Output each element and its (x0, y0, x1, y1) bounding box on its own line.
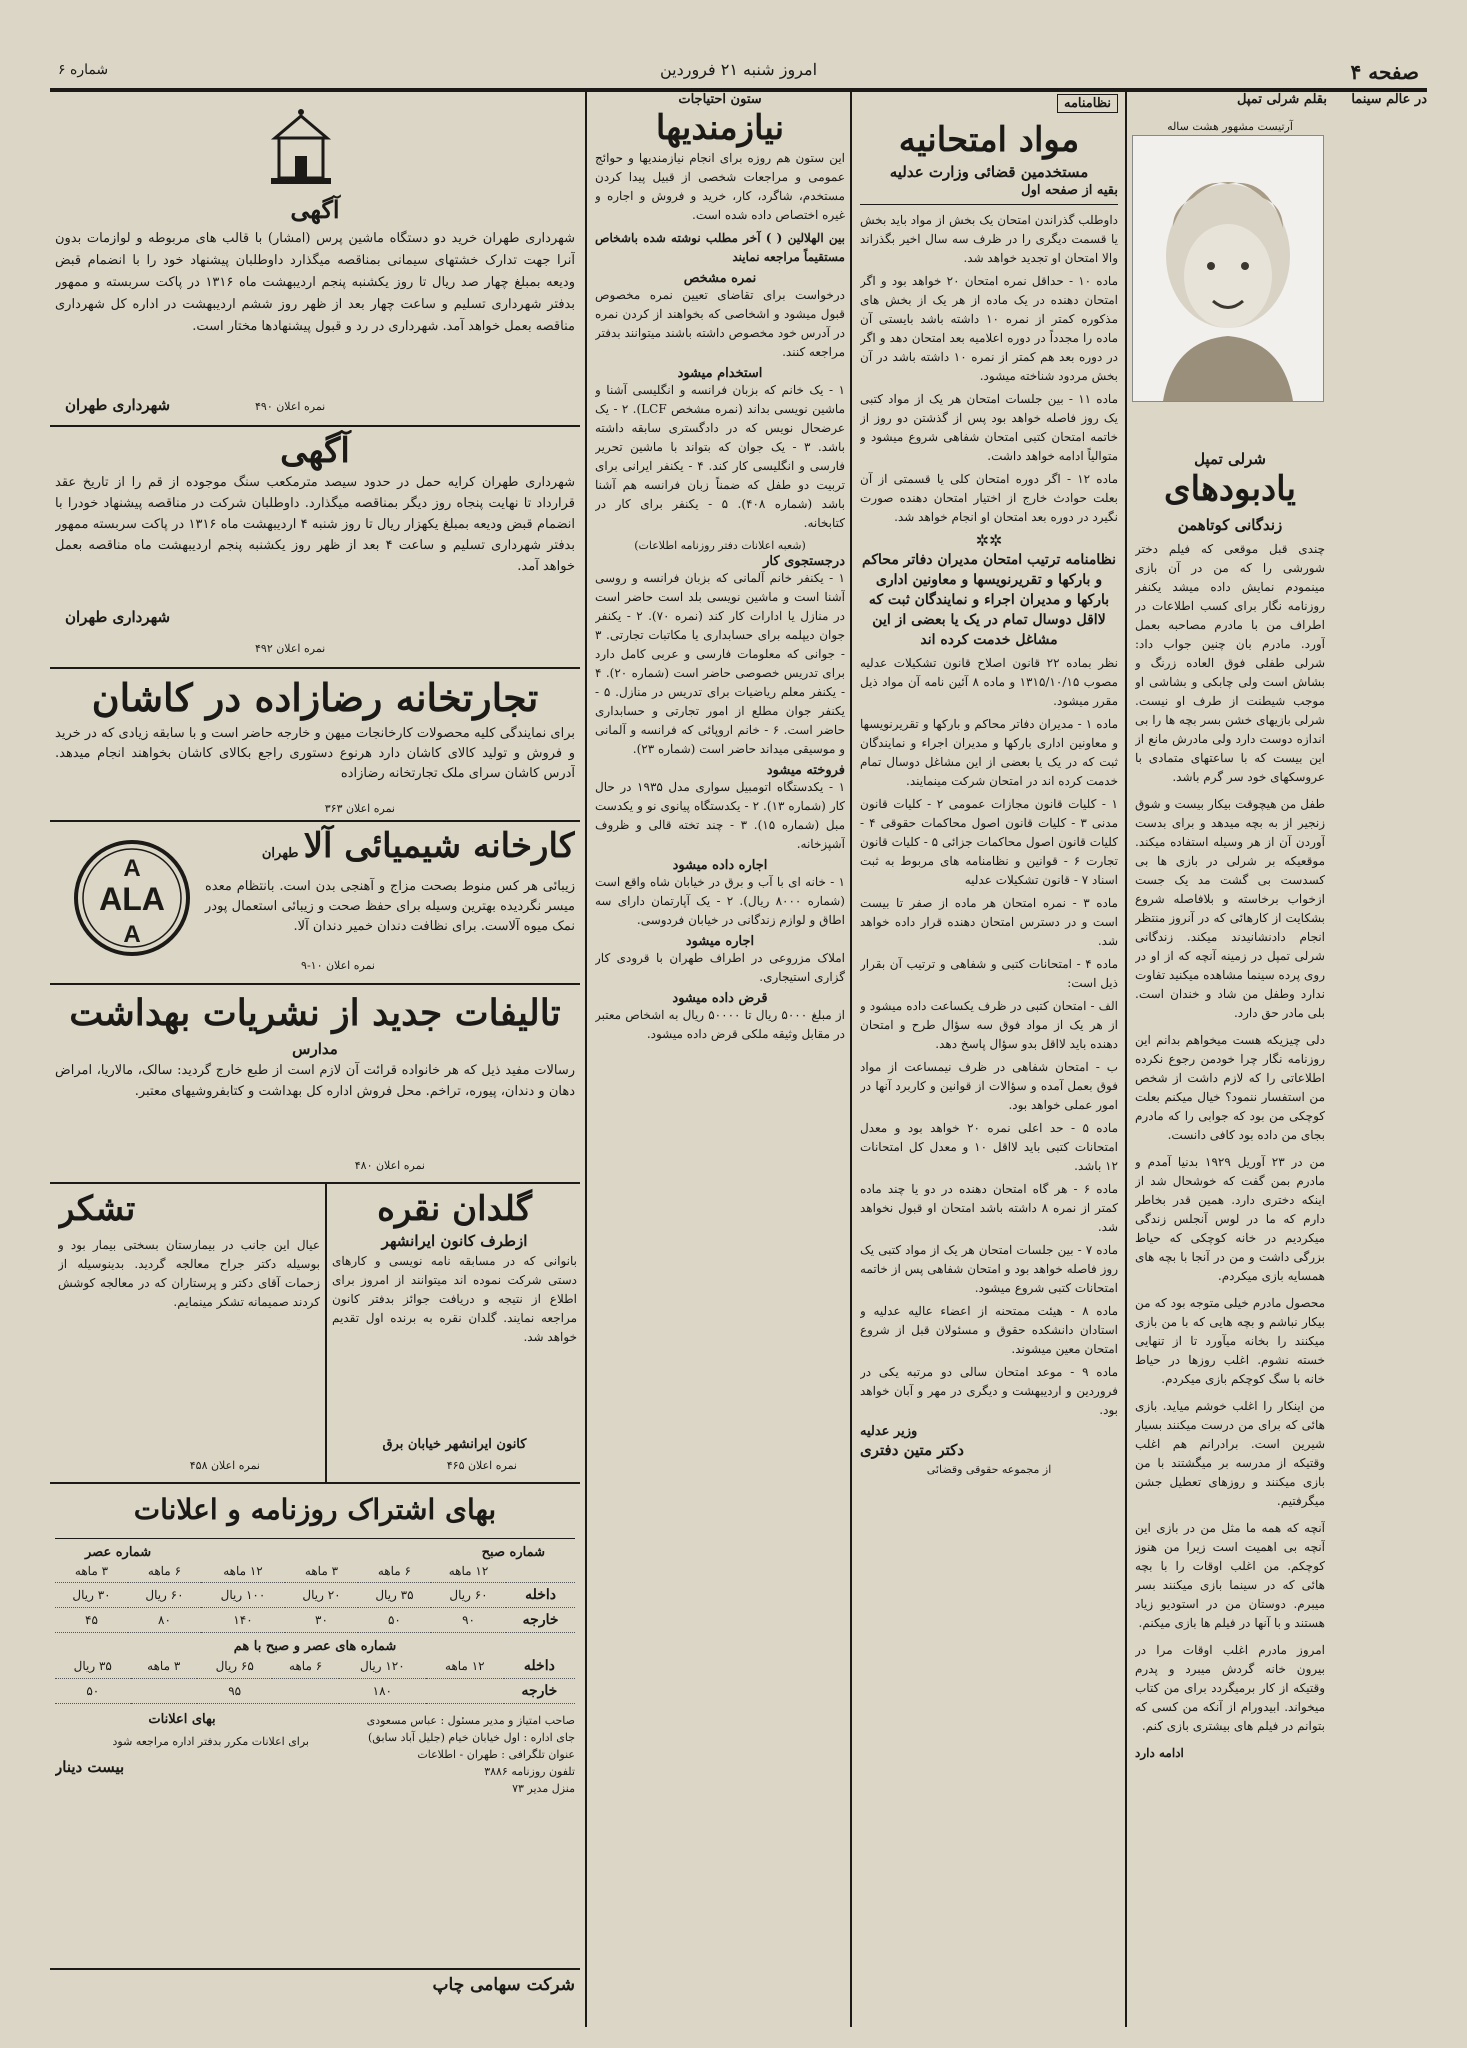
price-cell: ۹۰ (431, 1608, 506, 1633)
ad-title: گلدان نقره (377, 1189, 532, 1229)
ad-number: نمره اعلان ۴۵۸ (189, 1459, 260, 1472)
paragraph: دلی چیزیکه هست میخواهم بدانم این روزنامه نگار چرا خودمن رجوع نکرده اطلاعاتی را که لازم داشت از شخص من استفسار ننمود؟ خیال میکنم بعلت کوچکی من بود که جوابی را که مادرم بجای من داده بود کافی دانست. (1135, 1033, 1325, 1142)
period-12: ۱۲ ماهه (426, 1654, 504, 1679)
ad-signature: شهرداری طهران (65, 396, 171, 414)
svg-text:A: A (123, 921, 141, 948)
subsection-title: استخدام میشود (677, 366, 763, 381)
office-address: جای اداره : اول خیابان خیام (جلیل آباد سابق) (368, 1731, 575, 1744)
paragraph: این ستون هم روزه برای انجام نیازمندیها و حوائج عمومی و مراجعات شخصی از قبیل پیدا کردن مستخدم، شاگرد، کار، خرید و فروش و اجاره و غیره اختصاص داده شده است. (595, 151, 845, 222)
ads-note: برای اعلانات مکرر بدفتر اداره مراجعه شود (112, 1735, 309, 1748)
price-cell: ۵۰ (55, 1679, 131, 1704)
subscription-title: بهای اشتراک روزنامه و اعلانات (133, 1493, 497, 1526)
article-subheadline: زندگانی کوتاهمن (1177, 516, 1283, 534)
price-cell: ۹۵ (197, 1679, 273, 1704)
ad-subtitle: مدارس (292, 1040, 338, 1058)
classifieds-headline: نیازمندیها (655, 108, 785, 148)
ad-number: نمره اعلان ۴۸۰ (354, 1159, 425, 1172)
phone: تلفون روزنامه ۳۸۸۶ (484, 1765, 575, 1778)
row-label: داخله (504, 1654, 575, 1679)
ads-price-title: بهای اعلانات (148, 1712, 216, 1727)
subsection-title: قرض داده میشود (672, 991, 768, 1006)
paragraph: ماده ۱۱ - بین جلسات امتحان هر یک از مواد کتبی یک روز فاصله خواهد بود پس از گذشتن دو روز از خاتمه امتحان کتبی امتحان شفاهی شروع میشود و متوالیاً ادامه خواهد داشت. (860, 392, 1118, 463)
price-cell: ۴۵ (55, 1608, 128, 1633)
ad-body: زیبائی هر کس منوط بصحت مزاج و آهنجی بدن است. بانتظام معده میسر نگردیده بهترین وسیله برای حفظ صحت و زیبائی استعمال پودر نمک میوه آلاست. برای نظافت دندان خمیر دندان آلا. (205, 879, 575, 934)
ad-subtitle: ازطرف کانون ایرانشهر (381, 1232, 528, 1250)
ad-title: تجارتخانه رضازاده در کاشان (91, 675, 539, 720)
period-3: ۳ ماهه (285, 1560, 358, 1583)
period-6: ۶ ماهه (128, 1560, 201, 1583)
price-cell: ۳۵ ریال (55, 1654, 131, 1679)
price-cell: ۲۰ ریال (285, 1583, 358, 1608)
ad-body: بانوانی که در مسابقه نامه نویسی و کارهای دستی شرکت نموده اند میتوانند از امروز برای اطلاع از نتیجه و دریافت جوائز بدفتر کانون مراجعه نمایند. گلدان نقره به برنده اول تقدیم خواهد شد. (332, 1254, 577, 1344)
portrait-photo (1132, 135, 1324, 402)
paragraph: ماده ۷ - بین جلسات امتحان هر یک از مواد کتبی یک روز فاصله خواهد بود و امتحان شفاهی پس از خاتمه امتحانات کتبی شروع میشود. (860, 1243, 1118, 1295)
article-body (1135, 540, 1325, 2000)
price-cell: ۱۰۰ ریال (201, 1583, 285, 1608)
telegraph-address: عنوان تلگرافی : طهران - اطلاعات (417, 1748, 575, 1761)
price-cell: ۳۰ (285, 1608, 358, 1633)
photo-caption-top: آرتیست مشهور هشت ساله (1167, 120, 1293, 133)
subsection-title: درجستجوی کار (763, 554, 845, 569)
price-table-combined (55, 1654, 575, 1704)
paragraph: ماده ۱۲ - اگر دوره امتحان کلی یا قسمتی از آن بعلت حوادث خارج از اختیار امتحان دهنده صورت نگیرد در دوره بعد امتحان او انجام خواهد شد. (860, 472, 1118, 524)
svg-text:ALA: ALA (99, 881, 165, 917)
paragraph: چندی قبل موقعی که فیلم دختر شورشی را که من در آن بازی مینمودم نمایش داده میشد یکنفر روزنامه نگار برای کسب اطلاعات در اطراف من با مادرم مصاحبه بعمل آورد. مادرم بان چنین جواب داد: شرلی طفلی فوق العاده زرنگ و بشاش است ولی چابکی و بشاشی او موجب شیطنت از طرف او نیست. شرلی بازیهای خشن بسر بچه ها را بی اندازه دوست دارد ولی مادرش مانع از این بیست که با ساعتهای متمادی با عروسکهای خود سر گرم باشد. (1135, 542, 1325, 784)
price-cell: ۱۲۰ ریال (339, 1654, 426, 1679)
column-rule (585, 92, 587, 2027)
subject-name: شرلی تمپل (1194, 450, 1266, 468)
paragraph: از مبلغ ۵۰۰۰ ریال تا ۵۰۰۰۰ ریال به اشخاص معتبر در مقابل وثیقه ملکی قرض داده میشود. (595, 1008, 845, 1041)
ad-title: آگهی (280, 431, 350, 471)
period-6: ۶ ماهه (358, 1560, 431, 1583)
signer-name: دکتر متین دفتری (860, 1441, 964, 1459)
ad-kashan-trading (55, 672, 575, 817)
exam-regulations-column (860, 92, 1118, 2032)
ad-number: نمره اعلان ۴۶۵ (446, 1459, 517, 1472)
divider-stars: ✲✲ (975, 531, 1003, 550)
ad-body: برای نمایندگی کلیه محصولات کارخانجات میهن و خارجه حاضر است و با سابقه زیادی که در خرید و فروش و تولید کالای کاشان دارد هرنوع دستوری راجع بکالای کاشان بخواهند انجام میدهد. آدرس کاشان سرای ملک تجارتخانه رضازاده (55, 726, 575, 781)
continued-note: ادامه دارد (1135, 1746, 1184, 1760)
article-headline: مواد امتحانیه (898, 120, 1080, 160)
paragraph: من اینکار را اغلب خوشم میاید. بازی هائی که برای من درست میکنند بسیار شیرین است. برادرانم هم اغلب وقتیکه از مدرسه بر میگشتند با من بازی میکنند و روزهای تعطیل جشن میگرفتیم. (1135, 1399, 1325, 1508)
subject-list: ۱ - کلیات قانون مجازات عمومی ۲ - کلیات قانون مدنی ۳ - کلیات قانون اصول محاکمات حقوقی ۴ - کلیات قانون اصول محاکمات جزائی ۵ - کلیات قانون تجارت ۶ - قوانین و نظامنامه های مربوط به ثبت اسناد ۷ - قانون تشکیلات عدلیه (860, 797, 1118, 887)
ad-body: شهرداری طهران خرید دو دستگاه ماشین پرس (امشار) با قالب های مربوطه و لوازمات بدون آنرا جهت تدارک خشتهای سیمانی بمناقصه میگذارد داوطلبان پیشنهاد خود را با انضمام قبض ودیعه بمبلغ چهار صد ریال تا روز یکشنبه پنجم اردیبهشت ماه ۱۳۱۶ در پاکت سربسته و ممهور بدفتر شهرداری تسلیم و ساعت چهار بعد از ظهر روز ششم اردیبهشت در اداره کل شهرداری مناقصه بعمل خواهد آمد. شهرداری در رد و قبول پیشنهادها مختار است. (55, 231, 575, 334)
ad-title: تالیفات جدید از نشریات بهداشت (69, 992, 561, 1034)
publisher: صاحب امتیاز و مدیر مسئول : عباس مسعودی (366, 1714, 575, 1727)
classifieds-column (595, 92, 845, 2032)
ad-title: تشکر (58, 1189, 136, 1229)
section-label: نظامنامه (1057, 94, 1118, 113)
morning-label: شماره صبح (481, 1545, 545, 1560)
article-headline: یادبودهای (1163, 469, 1297, 509)
paragraph: بین الهلالین ( ) آخر مطلب نوشته شده باشخاص مستقیماً مراجعه نمایند (595, 231, 845, 264)
emblem-icon (265, 108, 337, 188)
paragraph: درخواست برای تقاضای تعیین نمره مخصوص قبول میشود و اشخاصی که بخواهند از کردن نمره در آدرس خود مخصوص داشته باشند میتوانند بدفتر مراجعه کنند. (595, 288, 845, 359)
price-cell: ۵۰ (358, 1608, 431, 1633)
column-rule (850, 92, 852, 2027)
continued-from: بقیه از صفحه اول (1021, 183, 1118, 198)
signer-title: وزیر عدلیه (860, 1424, 918, 1439)
ad-number: نمره اعلان ۳۶۳ (324, 802, 395, 815)
price-cell: ۱۸۰ (339, 1679, 426, 1704)
paragraph: ماده ۱ - مدیران دفاتر محاکم و بارکها و تقریرنویسها و معاونین اداری بارکها و مدیران اجراء و نمایندگان ثبت که در یک یا بعضی از این مشاغل دوسال تمام خدمت کرده اند در امتحان شرکت مینمایند. (860, 717, 1118, 788)
price-table-single (55, 1560, 575, 1633)
period-12: ۱۲ ماهه (431, 1560, 506, 1583)
source-note: (شعبه اعلانات دفتر روزنامه اطلاعات) (634, 539, 806, 552)
paragraph: ماده ۱۰ - حداقل نمره امتحان ۲۰ خواهد بود و اگر امتحان دهنده در یک ماده از هر یک از بخش های مذکوره کمتر از نمره ۱۰ داشته باشد بایستی آن ماده را مجدداً در دوره اعلامیه بعد امتحان دهد و اگر در دوره بعد هم کمتر از نمره ۱۰ داشته باشد در آن بخش مردود شناخته میشود. (860, 274, 1118, 383)
paragraph: ب - امتحان شفاهی در ظرف نیمساعت از مواد فوق بعمل آمده و سؤالات از قوانین و کاربرد آنها در امور عملی خواهد بود. (860, 1060, 1118, 1112)
section-label: در عالم سینما (1351, 92, 1427, 107)
printer-credit: شرکت سهامی چاپ (432, 1975, 575, 1995)
paragraph: ماده ۸ - هیئت ممتحنه از اعضاء عالیه عدلیه و استادان دانشکده حقوق و مسئولان قبل از شروع امتحان معین میشوند. (860, 1304, 1118, 1356)
column-rule (1125, 92, 1127, 2027)
price-cell: ۱۴۰ (201, 1608, 285, 1633)
price-cell: ۶۰ ریال (128, 1583, 201, 1608)
period-3: ۳ ماهه (131, 1654, 197, 1679)
section-label: ستون احتیاجات (678, 92, 762, 107)
paragraph: داوطلب گذراندن امتحان یک بخش از مواد باید بخش یا قسمت دیگری را در ظرف سه سال اخیر بگذراند والا امتحان او تجدید خواهد شد. (860, 213, 1118, 265)
price-cell: ۳۰ ریال (55, 1583, 128, 1608)
section-headline: نظامنامه ترتیب امتحان مدیران دفاتر محاکم و بارکها و تقریرنویسها و معاونین اداری بارکها و مدیران اجراء و نمایندگان ثبت که لااقل دوسال تمام در یک یا بعضی از این مشاغل خدمت کرده اند (862, 552, 1116, 648)
ad-number: نمره اعلان ۴۹۰ (255, 400, 326, 413)
ad-municipality-2 (55, 430, 575, 665)
ad-thanks (58, 1188, 320, 1480)
ad-signature: شهرداری طهران (65, 608, 171, 626)
paragraph: ماده ۶ - هر گاه امتحان دهنده در دو یا چند ماده کمتر از نمره ۸ داشته باشد امتحان او قبول نخواهد شد. (860, 1182, 1118, 1234)
ad-municipality-1 (55, 100, 575, 425)
byline: بقلم شرلی تمپل (1237, 92, 1327, 107)
price-cell: ۳۵ ریال (358, 1583, 431, 1608)
price-cell: ۶۰ ریال (431, 1583, 506, 1608)
ad-body: رسالات مفید ذیل که هر خانواده قرائت آن لازم است از طبع خارج گردید: سالک، مالاریا، امراض دهان و دندان، پیوره، تراخم. محل فروش اداره کل بهداشت و کتابفروشیهای معتبر. (55, 1063, 575, 1099)
portrait-illustration (1133, 136, 1323, 401)
ala-logo-icon (72, 838, 192, 958)
subsection-title: اجاره داده میشود (672, 858, 768, 873)
subsection-title: نمره مشخص (683, 271, 757, 286)
period-6: ۶ ماهه (272, 1654, 338, 1679)
ad-number: نمره اعلان ۴۹۲ (255, 642, 326, 655)
row-label: خارجه (504, 1679, 575, 1704)
paragraph: الف - امتحان کتبی در ظرف یکساعت داده میشود و از هر یک از مواد فوق سه سؤال طرح و امتحان دهنده باید لااقل بدو سؤال پاسخ دهد. (860, 999, 1118, 1051)
ad-body: عیال این جانب در بیمارستان بسختی بیمار بود و بوسیله دکتر جراح معالجه گردید. بدینوسیله از زحمات آقای دکتر و پرستاران که در معالجه کوشش کردند صمیمانه تشکر مینمایم. (58, 1238, 320, 1309)
paragraph: املاک مزروعی در اطراف طهران با قرودی کار گزاری استیجاری. (595, 951, 845, 984)
page-header (50, 58, 1427, 92)
paragraph: طفل من هیچوقت بیکار بیست و شوق زنجیر از به بچه میدهد و برای بدست آوردن آن از هر وسیله استفاده میکند. موقعیکه بر شرلی در بازی ها بی کسدست بی گشت مد یک جست ازخواب برخاسته و بلافاصله شروع بشکایت از کارهائی که در آنروز منتظر انجام دادنشانیدند میکند. زندگانی شرلی تمپل در زمینه آنچه که از او در روی پرده سینما مشاهده میکنید تفاوت ندارد وطفل من شاد و خندان است. بلی مادر حق دارد. (1135, 797, 1325, 1020)
paragraph: ماده ۳ - نمره امتحان هر ماده از صفر تا بیست است و در دسترس امتحان دهنده قرار داده خواهد شد. (860, 896, 1118, 948)
paragraph: ۱ - خانه ای با آب و برق در خیابان شاه واقع است (شماره ۸۰۰۰ ریال). ۲ - یک آپارتمان دارای سه اطاق و لوازم زندگانی در خیابان فردوسی. (595, 875, 845, 927)
subsection-title: اجاره میشود (685, 934, 755, 949)
row-label: خارجه (506, 1608, 575, 1633)
page-number: صفحه ۴ (1350, 60, 1419, 84)
paragraph: ۱ - یکنفر خانم آلمانی که بزبان فرانسه و روسی آشنا است و ماشین نویسی بلد است حاضر است در منازل یا ادارات کار کند (نمره ۷۰). ۲ - یکنفر جوان دیپلمه برای حسابداری یا مکاتبات تجارتی. ۳ - جوانی که معلومات فارسی و عربی کامل دارد برای تدریس خصوصی حاضر است (شماره ۲۰). ۴ - یکنفر معلم ریاضیات برای تدریس در منازل. ۵ - یکنفر جوان مطلع از امور تجارتی و حسابداری حاضر است. ۶ - خانم اروپائی که فرانسه و آلمانی و موسیقی میداند حاضر است (شماره ۲۳). (595, 571, 845, 756)
svg-text:A: A (123, 855, 141, 882)
combined-label: شماره های عصر و صبح با هم (233, 1639, 397, 1654)
subscription-box (55, 1488, 575, 1963)
paragraph: من در ۲۳ آوریل ۱۹۲۹ بدنیا آمدم و مادرم بمن گفت که خوشحال شد از اینکه دختری دارد. همین قدر بخاطر دارم که ما در لوس آنجلس زندگی میکردیم در خانه کوچکی که حیاط بزرگی داشت و من در آنجا با بچه های همسایه بازی میکردم. (1135, 1155, 1325, 1283)
paragraph: ۱ - یک خانم که بزبان فرانسه و انگلیسی آشنا و ماشین نویسی بداند (نمره مشخص LCF). ۲ - یک عرضحال نویس که در دادگستری سابقه داشته باشد. ۳ - یک جوان که بتواند با ماشین تحریر فارسی و انگلیسی کار کند. ۴ - یکنفر ایرانی برای تربیت دو طفل که ضمناً زبان فرانسه هم آشنا باشد (شماره ۴۰۸). ۵ - یکنفر برای کار در کتابخانه. (595, 383, 845, 530)
issue-date: امروز شنبه ۲۱ فروردین (659, 60, 818, 79)
period-3: ۳ ماهه (55, 1560, 128, 1583)
subsection-title: فروخته میشود (766, 763, 845, 778)
source-note: از مجموعه حقوقی وقضائی (926, 1463, 1052, 1476)
issue-price: بیست دینار (55, 1758, 125, 1776)
paragraph: نظر بماده ۲۲ قانون اصلاح قانون تشکیلات عدلیه مصوب ۱۳۱۵/۱۰/۱۵ و ماده ۸ آئین نامه آن مواد ذیل مقرر میشود. (860, 656, 1118, 708)
paragraph: آنچه که همه ما مثل من در بازی این آنچه بی اهمیت است زیرا من هنوز کوچکم. من اغلب اوقات را با بچه هائی که در سینما بازی میکنند بسر میبرم. دوستان من در استودیو زیاد هستند و با آنها در فیلم ها بازی میکنم. (1135, 1521, 1325, 1630)
paragraph: امروز مادرم اغلب اوقات مرا در بیرون خانه گردش میبرد و پدرم وقتیکه از کار برمیگردد برای من کتاب میخواند. ابیدورام از آنکه من کسی که بتوانم در فیلم های بیشتری بازی کنم. (1135, 1643, 1325, 1733)
ad-title: آگهی (290, 195, 340, 224)
price-cell: ۶۵ ریال (197, 1654, 273, 1679)
price-cell: ۸۰ (128, 1608, 201, 1633)
paragraph: ماده ۵ - حد اعلی نمره ۲۰ خواهد بود و معدل امتحانات کتبی باید لااقل ۱۰ و معدل کل امتحانات ۱۲ باشد. (860, 1121, 1118, 1173)
ad-silver-vase (332, 1188, 577, 1480)
row-label: داخله (506, 1583, 575, 1608)
paragraph: ماده ۹ - موعد امتحان سالی دو مرتبه یکی در فروردین و اردیبهشت و دیگری در مهر و آبان خواهد بود. (860, 1365, 1118, 1417)
paragraph: ۱ - یکدستگاه اتومبیل سواری مدل ۱۹۳۵ در حال کار (شماره ۱۳). ۲ - یکدستگاه پیانوی نو و یکدست مبل (شماره ۱۵). ۳ - چند تخته قالی و ظروف آشپزخانه. (595, 780, 845, 851)
ad-body: شهرداری طهران کرایه حمل در حدود سیصد مترمکعب سنگ موجوده از قم را از تاریخ عقد قرارداد تا نهایت پنجاه روز دیگر بمناقصه میگذارد. داوطلبان شرکت در مناقصه پیشنهاد خودرا با انضمام قبض ودیعه بمبلغ یکهزار ریال تا روز شنبه ۴ اردیبهشت ماه ۱۳۱۶ در پاکت سربسته ممهور بدفتر شهرداری تسلیم و ساعت ۴ بعد از ظهر روز یکشنبه پنجم اردیبهشت ماه مناقصه بعمل خواهد آمد. (55, 475, 575, 574)
article-subheadline: مستخدمین قضائی وزارت عدلیه (889, 163, 1089, 181)
paragraph: محصول مادرم خیلی متوجه بود که من بیکار نباشم و بچه هایی که با من بازی میکنند را بخانه میآورد تا از تنهایی خسته نشوم. اغلب روزها در حیاط خانه با سگ کوچکم بازی میکردم. (1135, 1296, 1325, 1386)
ad-number: نمره اعلان ۱۰-۹ (301, 959, 375, 972)
ad-title: کارخانه شیمیائی آلا (303, 826, 575, 866)
evening-label: شماره عصر (85, 1545, 152, 1560)
issue-number: شماره ۶ (58, 62, 109, 78)
ad-city: طهران (261, 846, 299, 861)
ad-signature: کانون ایرانشهر خیابان برق (382, 1437, 527, 1452)
phone-director: منزل مدیر ۷۳ (512, 1782, 575, 1795)
period-12: ۱۲ ماهه (201, 1560, 285, 1583)
paragraph: ماده ۴ - امتحانات کتبی و شفاهی و ترتیب آن بقرار ذیل است: (860, 957, 1118, 990)
ad-health-publications (55, 988, 575, 1178)
